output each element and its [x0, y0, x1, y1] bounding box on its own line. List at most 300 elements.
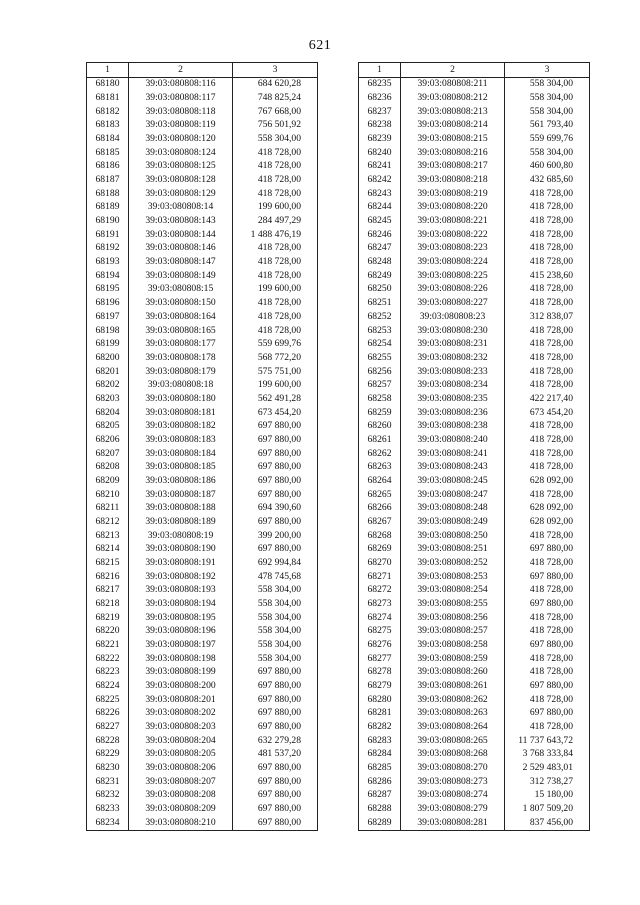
row-number-cell: 68198: [87, 324, 129, 338]
row-number-cell: 68237: [359, 105, 401, 119]
cadastral-value-cell: 558 304,00: [505, 91, 590, 105]
table-row: [359, 529, 590, 543]
cadastral-value-cell: 697 880,00: [505, 638, 590, 652]
row-number-cell: 68246: [359, 228, 401, 242]
row-number-cell: 68182: [87, 105, 129, 119]
row-number-cell: 68281: [359, 707, 401, 721]
table-row: [359, 132, 590, 146]
row-number-cell: 68193: [87, 255, 129, 269]
row-number-cell: 68202: [87, 378, 129, 392]
row-number-cell: 68250: [359, 283, 401, 297]
cadastral-value-cell: 673 454,20: [233, 406, 318, 420]
table-row: [359, 337, 590, 351]
cadastral-value-cell: 697 880,00: [233, 761, 318, 775]
cadastral-value-cell: 2 529 483,01: [505, 761, 590, 775]
cadastral-value-cell: 697 880,00: [233, 447, 318, 461]
cadastral-number-cell: 39:03:080808:224: [401, 255, 505, 269]
row-number-cell: 68196: [87, 296, 129, 310]
cadastral-number-cell: 39:03:080808:233: [401, 365, 505, 379]
cadastral-number-cell: 39:03:080808:209: [129, 802, 233, 816]
cadastral-value-cell: 418 728,00: [505, 652, 590, 666]
cadastral-number-cell: 39:03:080808:199: [129, 666, 233, 680]
table-row: [359, 597, 590, 611]
cadastral-number-cell: 39:03:080808:274: [401, 789, 505, 803]
row-number-cell: 68234: [87, 816, 129, 830]
cadastral-value-cell: 756 501,92: [233, 119, 318, 133]
cadastral-value-cell: 632 279,28: [233, 734, 318, 748]
table-row: [87, 296, 318, 310]
table-row: [359, 433, 590, 447]
cadastral-number-cell: 39:03:080808:204: [129, 734, 233, 748]
cadastral-value-cell: 558 304,00: [233, 584, 318, 598]
row-number-cell: 68197: [87, 310, 129, 324]
row-number-cell: 68241: [359, 160, 401, 174]
cadastral-value-cell: 418 728,00: [505, 488, 590, 502]
cadastral-number-cell: 39:03:080808:220: [401, 201, 505, 215]
row-number-cell: 68274: [359, 611, 401, 625]
cadastral-number-cell: 39:03:080808:203: [129, 720, 233, 734]
table-row: [359, 638, 590, 652]
right-table-body: [359, 77, 590, 830]
cadastral-value-cell: 418 728,00: [505, 666, 590, 680]
cadastral-number-cell: 39:03:080808:184: [129, 447, 233, 461]
row-number-cell: 68279: [359, 679, 401, 693]
row-number-cell: 68248: [359, 255, 401, 269]
page-number: 621: [308, 38, 332, 53]
cadastral-value-cell: 697 880,00: [233, 419, 318, 433]
table-row: [87, 625, 318, 639]
cadastral-value-cell: 418 728,00: [505, 419, 590, 433]
cadastral-value-cell: 418 728,00: [233, 242, 318, 256]
cadastral-value-cell: 697 880,00: [233, 460, 318, 474]
table-row: [87, 543, 318, 557]
table-row: [359, 324, 590, 338]
cadastral-value-cell: 418 728,00: [505, 351, 590, 365]
row-number-cell: 68192: [87, 242, 129, 256]
cadastral-number-cell: 39:03:080808:188: [129, 502, 233, 516]
cadastral-value-cell: 418 728,00: [505, 337, 590, 351]
cadastral-value-cell: 1 488 476,19: [233, 228, 318, 242]
left-cadastral-table: [86, 62, 318, 831]
table-row: [359, 228, 590, 242]
left-table-body: [87, 77, 318, 830]
row-number-cell: 68208: [87, 460, 129, 474]
cadastral-number-cell: 39:03:080808:211: [401, 77, 505, 91]
cadastral-value-cell: 399 200,00: [233, 529, 318, 543]
table-row: [359, 187, 590, 201]
cadastral-number-cell: 39:03:080808:197: [129, 638, 233, 652]
cadastral-value-cell: 418 728,00: [505, 378, 590, 392]
table-row: [87, 419, 318, 433]
cadastral-number-cell: 39:03:080808:260: [401, 666, 505, 680]
cadastral-value-cell: 418 728,00: [505, 433, 590, 447]
cadastral-number-cell: 39:03:080808:273: [401, 775, 505, 789]
table-row: [359, 625, 590, 639]
row-number-cell: 68227: [87, 720, 129, 734]
cadastral-number-cell: 39:03:080808:240: [401, 433, 505, 447]
row-number-cell: 68189: [87, 201, 129, 215]
cadastral-value-cell: 418 728,00: [233, 324, 318, 338]
cadastral-value-cell: 697 880,00: [233, 789, 318, 803]
cadastral-number-cell: 39:03:080808:146: [129, 242, 233, 256]
row-number-cell: 68259: [359, 406, 401, 420]
row-number-cell: 68283: [359, 734, 401, 748]
cadastral-value-cell: 697 880,00: [233, 816, 318, 830]
cadastral-value-cell: 558 304,00: [505, 146, 590, 160]
cadastral-number-cell: 39:03:080808:221: [401, 214, 505, 228]
row-number-cell: 68251: [359, 296, 401, 310]
table-row: [359, 77, 590, 91]
table-row: [87, 187, 318, 201]
cadastral-number-cell: 39:03:080808:216: [401, 146, 505, 160]
row-number-cell: 68286: [359, 775, 401, 789]
table-row: [87, 666, 318, 680]
row-number-cell: 68217: [87, 584, 129, 598]
row-number-cell: 68194: [87, 269, 129, 283]
cadastral-value-cell: 418 728,00: [233, 160, 318, 174]
cadastral-number-cell: 39:03:080808:245: [401, 474, 505, 488]
cadastral-number-cell: 39:03:080808:241: [401, 447, 505, 461]
cadastral-value-cell: 684 620,28: [233, 77, 318, 91]
cadastral-number-cell: 39:03:080808:125: [129, 160, 233, 174]
row-number-cell: 68238: [359, 119, 401, 133]
cadastral-number-cell: 39:03:080808:222: [401, 228, 505, 242]
row-number-cell: 68253: [359, 324, 401, 338]
cadastral-value-cell: 418 728,00: [505, 584, 590, 598]
table-row: [87, 638, 318, 652]
table-row: [87, 693, 318, 707]
row-number-cell: 68204: [87, 406, 129, 420]
table-row: [359, 515, 590, 529]
table-row: [87, 570, 318, 584]
cadastral-number-cell: 39:03:080808:215: [401, 132, 505, 146]
table-row: [359, 105, 590, 119]
table-row: [87, 529, 318, 543]
table-row: [359, 351, 590, 365]
table-header-row: [87, 63, 318, 78]
cadastral-number-cell: 39:03:080808:238: [401, 419, 505, 433]
table-row: [87, 365, 318, 379]
table-row: [87, 433, 318, 447]
cadastral-value-cell: 558 304,00: [233, 638, 318, 652]
cadastral-value-cell: 422 217,40: [505, 392, 590, 406]
table-row: [87, 488, 318, 502]
cadastral-value-cell: 415 238,60: [505, 269, 590, 283]
cadastral-value-cell: 558 304,00: [233, 132, 318, 146]
table-row: [87, 378, 318, 392]
cadastral-number-cell: 39:03:080808:253: [401, 570, 505, 584]
row-number-cell: 68203: [87, 392, 129, 406]
row-number-cell: 68262: [359, 447, 401, 461]
table-row: [359, 543, 590, 557]
cadastral-number-cell: 39:03:080808:264: [401, 720, 505, 734]
table-row: [87, 679, 318, 693]
column-header-3: 3: [233, 63, 318, 78]
cadastral-value-cell: 561 793,40: [505, 119, 590, 133]
row-number-cell: 68229: [87, 748, 129, 762]
cadastral-number-cell: 39:03:080808:23: [401, 310, 505, 324]
row-number-cell: 68206: [87, 433, 129, 447]
cadastral-number-cell: 39:03:080808:279: [401, 802, 505, 816]
row-number-cell: 68232: [87, 789, 129, 803]
table-row: [359, 679, 590, 693]
cadastral-value-cell: 418 728,00: [505, 187, 590, 201]
row-number-cell: 68222: [87, 652, 129, 666]
table-row: [87, 816, 318, 830]
column-header-3: 3: [505, 63, 590, 78]
row-number-cell: 68188: [87, 187, 129, 201]
cadastral-number-cell: 39:03:080808:235: [401, 392, 505, 406]
cadastral-number-cell: 39:03:080808:119: [129, 119, 233, 133]
row-number-cell: 68256: [359, 365, 401, 379]
cadastral-number-cell: 39:03:080808:262: [401, 693, 505, 707]
cadastral-value-cell: 418 728,00: [505, 365, 590, 379]
cadastral-number-cell: 39:03:080808:120: [129, 132, 233, 146]
cadastral-number-cell: 39:03:080808:227: [401, 296, 505, 310]
table-row: [359, 488, 590, 502]
cadastral-value-cell: 558 304,00: [233, 652, 318, 666]
row-number-cell: 68289: [359, 816, 401, 830]
row-number-cell: 68215: [87, 556, 129, 570]
cadastral-value-cell: 418 728,00: [233, 269, 318, 283]
cadastral-number-cell: 39:03:080808:248: [401, 502, 505, 516]
column-header-1: 1: [87, 63, 129, 78]
cadastral-number-cell: 39:03:080808:15: [129, 283, 233, 297]
cadastral-number-cell: 39:03:080808:259: [401, 652, 505, 666]
cadastral-number-cell: 39:03:080808:179: [129, 365, 233, 379]
table-row: [87, 201, 318, 215]
table-row: [359, 242, 590, 256]
cadastral-value-cell: 418 728,00: [505, 529, 590, 543]
cadastral-value-cell: 418 728,00: [505, 625, 590, 639]
table-row: [359, 720, 590, 734]
table-row: [359, 502, 590, 516]
row-number-cell: 68216: [87, 570, 129, 584]
column-header-2: 2: [129, 63, 233, 78]
row-number-cell: 68200: [87, 351, 129, 365]
cadastral-value-cell: 628 092,00: [505, 474, 590, 488]
row-number-cell: 68260: [359, 419, 401, 433]
cadastral-value-cell: 418 728,00: [233, 173, 318, 187]
cadastral-value-cell: 478 745,68: [233, 570, 318, 584]
row-number-cell: 68212: [87, 515, 129, 529]
cadastral-value-cell: 697 880,00: [233, 488, 318, 502]
cadastral-number-cell: 39:03:080808:195: [129, 611, 233, 625]
cadastral-number-cell: 39:03:080808:219: [401, 187, 505, 201]
cadastral-value-cell: 697 880,00: [233, 693, 318, 707]
cadastral-number-cell: 39:03:080808:217: [401, 160, 505, 174]
table-row: [87, 351, 318, 365]
row-number-cell: 68268: [359, 529, 401, 543]
row-number-cell: 68235: [359, 77, 401, 91]
table-row: [87, 447, 318, 461]
table-row: [87, 611, 318, 625]
cadastral-value-cell: 697 880,00: [233, 720, 318, 734]
table-row: [359, 761, 590, 775]
cadastral-value-cell: 418 728,00: [505, 296, 590, 310]
cadastral-number-cell: 39:03:080808:147: [129, 255, 233, 269]
cadastral-number-cell: 39:03:080808:150: [129, 296, 233, 310]
table-row: [359, 283, 590, 297]
cadastral-value-cell: 697 880,00: [233, 802, 318, 816]
table-row: [87, 173, 318, 187]
cadastral-value-cell: 418 728,00: [505, 611, 590, 625]
cadastral-value-cell: 673 454,20: [505, 406, 590, 420]
cadastral-value-cell: 562 491,28: [233, 392, 318, 406]
cadastral-number-cell: 39:03:080808:124: [129, 146, 233, 160]
cadastral-value-cell: 199 600,00: [233, 201, 318, 215]
table-row: [359, 201, 590, 215]
cadastral-number-cell: 39:03:080808:256: [401, 611, 505, 625]
cadastral-value-cell: 418 728,00: [505, 460, 590, 474]
cadastral-value-cell: 628 092,00: [505, 515, 590, 529]
cadastral-number-cell: 39:03:080808:206: [129, 761, 233, 775]
row-number-cell: 68255: [359, 351, 401, 365]
row-number-cell: 68240: [359, 146, 401, 160]
cadastral-number-cell: 39:03:080808:144: [129, 228, 233, 242]
row-number-cell: 68242: [359, 173, 401, 187]
table-row: [87, 761, 318, 775]
cadastral-value-cell: 418 728,00: [505, 720, 590, 734]
cadastral-number-cell: 39:03:080808:191: [129, 556, 233, 570]
cadastral-number-cell: 39:03:080808:178: [129, 351, 233, 365]
table-row: [359, 392, 590, 406]
cadastral-value-cell: 418 728,00: [233, 296, 318, 310]
table-row: [359, 802, 590, 816]
cadastral-number-cell: 39:03:080808:223: [401, 242, 505, 256]
table-row: [87, 789, 318, 803]
table-row: [359, 748, 590, 762]
row-number-cell: 68233: [87, 802, 129, 816]
cadastral-value-cell: 558 304,00: [505, 105, 590, 119]
table-row: [87, 214, 318, 228]
cadastral-number-cell: 39:03:080808:265: [401, 734, 505, 748]
cadastral-value-cell: 418 728,00: [505, 201, 590, 215]
table-row: [359, 707, 590, 721]
row-number-cell: 68263: [359, 460, 401, 474]
row-number-cell: 68211: [87, 502, 129, 516]
table-row: [87, 160, 318, 174]
cadastral-value-cell: 559 699,76: [505, 132, 590, 146]
cadastral-number-cell: 39:03:080808:118: [129, 105, 233, 119]
cadastral-number-cell: 39:03:080808:165: [129, 324, 233, 338]
table-row: [359, 556, 590, 570]
row-number-cell: 68228: [87, 734, 129, 748]
cadastral-number-cell: 39:03:080808:261: [401, 679, 505, 693]
table-row: [87, 242, 318, 256]
cadastral-value-cell: 199 600,00: [233, 378, 318, 392]
cadastral-number-cell: 39:03:080808:189: [129, 515, 233, 529]
table-row: [359, 296, 590, 310]
table-row: [87, 228, 318, 242]
row-number-cell: 68184: [87, 132, 129, 146]
row-number-cell: 68239: [359, 132, 401, 146]
row-number-cell: 68218: [87, 597, 129, 611]
row-number-cell: 68221: [87, 638, 129, 652]
cadastral-number-cell: 39:03:080808:128: [129, 173, 233, 187]
row-number-cell: 68205: [87, 419, 129, 433]
cadastral-number-cell: 39:03:080808:252: [401, 556, 505, 570]
column-header-2: 2: [401, 63, 505, 78]
cadastral-value-cell: 697 880,00: [505, 679, 590, 693]
cadastral-value-cell: 559 699,76: [233, 337, 318, 351]
row-number-cell: 68277: [359, 652, 401, 666]
table-row: [359, 310, 590, 324]
cadastral-value-cell: 697 880,00: [505, 543, 590, 557]
cadastral-number-cell: 39:03:080808:258: [401, 638, 505, 652]
table-row: [87, 132, 318, 146]
cadastral-value-cell: 575 751,00: [233, 365, 318, 379]
table-row: [87, 748, 318, 762]
cadastral-number-cell: 39:03:080808:192: [129, 570, 233, 584]
cadastral-number-cell: 39:03:080808:202: [129, 707, 233, 721]
row-number-cell: 68231: [87, 775, 129, 789]
row-number-cell: 68236: [359, 91, 401, 105]
table-header-row: [359, 63, 590, 78]
table-row: [87, 707, 318, 721]
table-row: [87, 310, 318, 324]
row-number-cell: 68223: [87, 666, 129, 680]
cadastral-number-cell: 39:03:080808:164: [129, 310, 233, 324]
cadastral-number-cell: 39:03:080808:193: [129, 584, 233, 598]
table-row: [359, 816, 590, 830]
table-row: [87, 324, 318, 338]
cadastral-value-cell: 1 807 509,20: [505, 802, 590, 816]
row-number-cell: 68278: [359, 666, 401, 680]
table-row: [87, 406, 318, 420]
row-number-cell: 68275: [359, 625, 401, 639]
row-number-cell: 68266: [359, 502, 401, 516]
cadastral-number-cell: 39:03:080808:14: [129, 201, 233, 215]
cadastral-value-cell: 418 728,00: [505, 447, 590, 461]
table-row: [359, 255, 590, 269]
cadastral-value-cell: 692 994,84: [233, 556, 318, 570]
cadastral-number-cell: 39:03:080808:181: [129, 406, 233, 420]
row-number-cell: 68219: [87, 611, 129, 625]
cadastral-value-cell: 418 728,00: [505, 283, 590, 297]
row-number-cell: 68285: [359, 761, 401, 775]
cadastral-number-cell: 39:03:080808:18: [129, 378, 233, 392]
cadastral-value-cell: 837 456,00: [505, 816, 590, 830]
cadastral-value-cell: 697 880,00: [233, 775, 318, 789]
cadastral-number-cell: 39:03:080808:230: [401, 324, 505, 338]
cadastral-number-cell: 39:03:080808:194: [129, 597, 233, 611]
cadastral-number-cell: 39:03:080808:226: [401, 283, 505, 297]
cadastral-number-cell: 39:03:080808:243: [401, 460, 505, 474]
table-row: [87, 337, 318, 351]
cadastral-value-cell: 418 728,00: [505, 242, 590, 256]
cadastral-value-cell: 418 728,00: [505, 214, 590, 228]
cadastral-number-cell: 39:03:080808:263: [401, 707, 505, 721]
cadastral-number-cell: 39:03:080808:205: [129, 748, 233, 762]
cadastral-value-cell: 418 728,00: [233, 187, 318, 201]
row-number-cell: 68287: [359, 789, 401, 803]
row-number-cell: 68265: [359, 488, 401, 502]
cadastral-value-cell: 558 304,00: [505, 77, 590, 91]
cadastral-value-cell: 558 304,00: [233, 625, 318, 639]
table-row: [359, 214, 590, 228]
row-number-cell: 68243: [359, 187, 401, 201]
row-number-cell: 68190: [87, 214, 129, 228]
cadastral-number-cell: 39:03:080808:196: [129, 625, 233, 639]
cadastral-value-cell: 418 728,00: [505, 693, 590, 707]
cadastral-number-cell: 39:03:080808:19: [129, 529, 233, 543]
table-row: [87, 91, 318, 105]
row-number-cell: 68183: [87, 119, 129, 133]
cadastral-number-cell: 39:03:080808:186: [129, 474, 233, 488]
row-number-cell: 68210: [87, 488, 129, 502]
row-number-cell: 68220: [87, 625, 129, 639]
